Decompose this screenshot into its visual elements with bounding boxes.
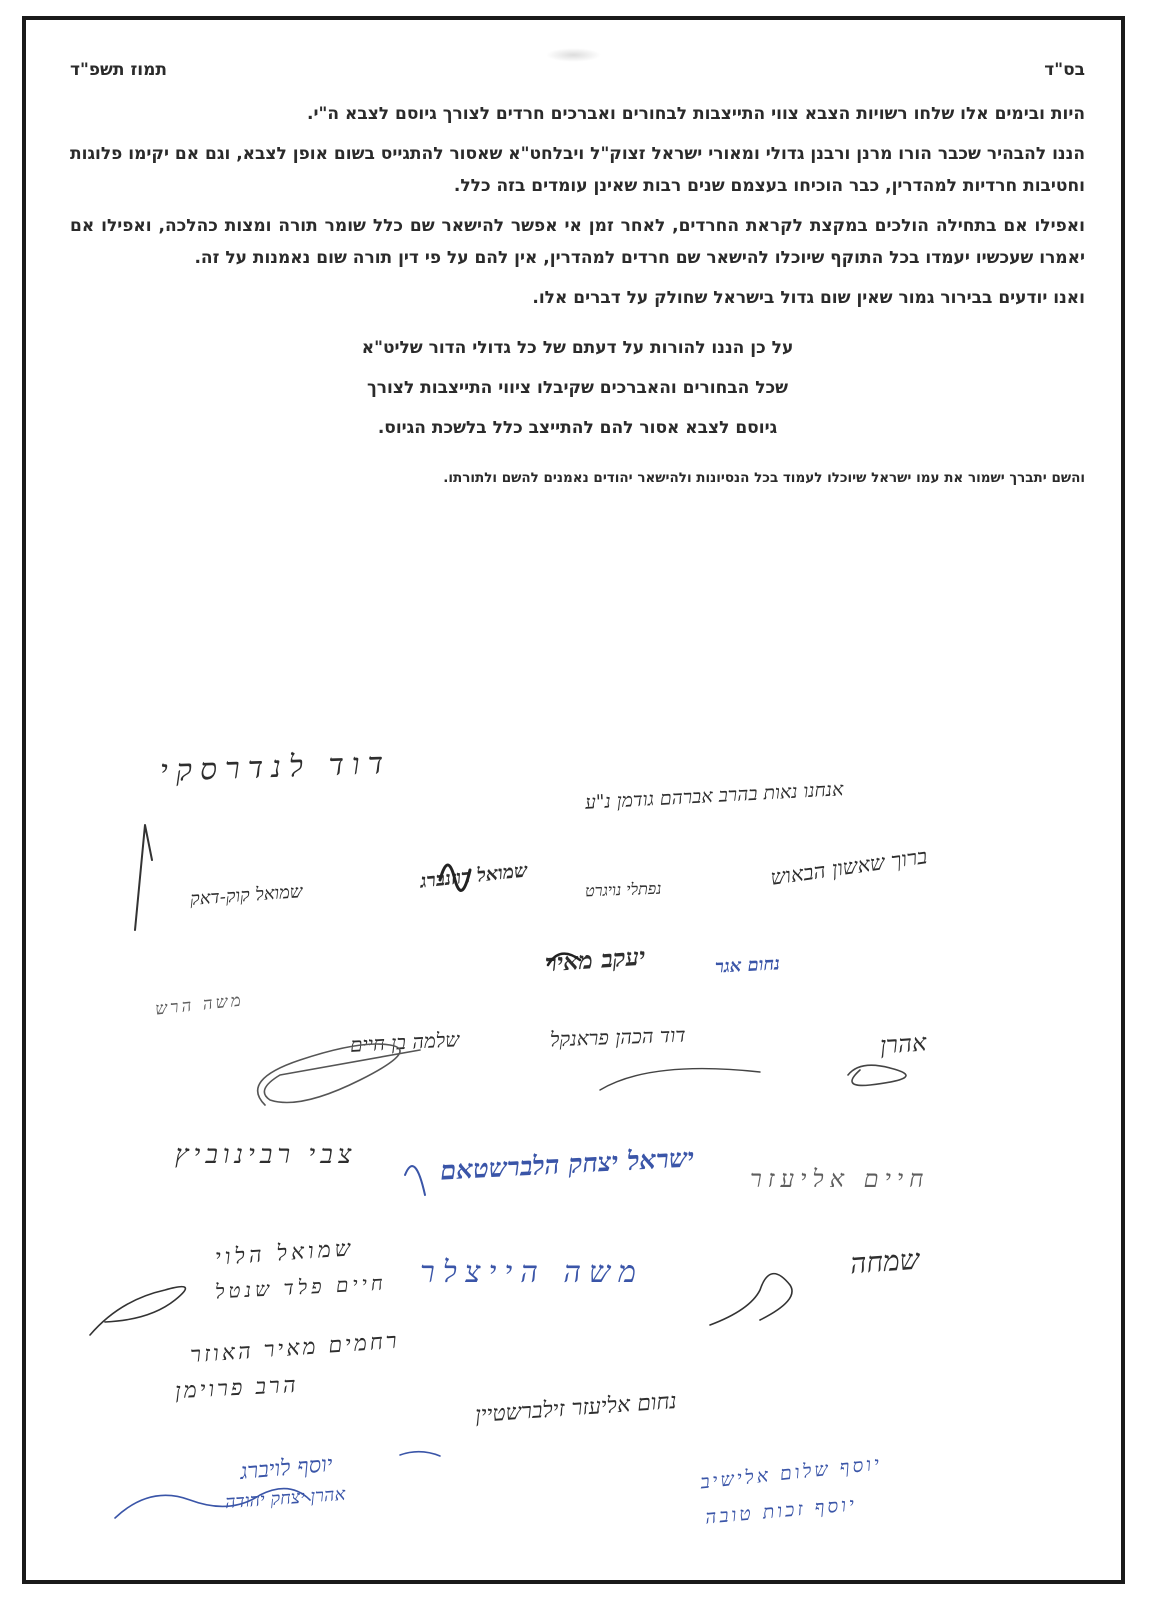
ruling-line-1: על כן הננו להורות על דעתם של כל גדולי הדור שליט"א bbox=[361, 338, 794, 358]
signature: נפתלי נויגרט bbox=[584, 878, 662, 901]
header-bsd: בס"ד bbox=[1044, 60, 1085, 80]
signature: שמחה bbox=[848, 1242, 921, 1281]
signature: משה הרש bbox=[154, 990, 245, 1020]
signature: הרב פרוימן bbox=[174, 1372, 300, 1405]
signature: שמואל הלוי bbox=[214, 1236, 356, 1271]
signature: ברוך שאשון הבאוש bbox=[769, 844, 929, 890]
signature: נחום אגר bbox=[714, 953, 781, 978]
signature: שמואל קוק-דאק bbox=[189, 881, 304, 910]
signature: רחמים מאיר האוזר bbox=[189, 1328, 401, 1369]
signature: אנחנו נאות בהרב אברהם גודמן נ"ע bbox=[584, 778, 844, 814]
signature: דוד הכהן פראנקל bbox=[549, 1022, 687, 1052]
signature: דוד לנדרסקי bbox=[159, 745, 392, 790]
signature: ישראל יצחק הלברשטאם bbox=[439, 1143, 695, 1187]
signature: צבי רבינוביץ bbox=[175, 1140, 357, 1170]
closing-blessing: והשם יתברך ישמור את עמו ישראל שיוכלו לעמוד בכל הנסיונות ולהישאר יהודים נאמנים להשם ולתורתו. bbox=[443, 470, 1085, 486]
header-date: תמוז תשפ"ד bbox=[70, 60, 168, 80]
signature: שמואל רוזנברג bbox=[419, 859, 529, 893]
signature: אהרן bbox=[879, 1028, 928, 1060]
ruling-line-2: שכל הבחורים והאברכים שקיבלו ציווי התייצבות לצורך bbox=[366, 378, 789, 398]
paragraph-4: ואנו יודעים בבירור גמור שאין שום גדול בישראל שחולק על דברים אלו. bbox=[532, 288, 1085, 308]
signature: משה הייצלר bbox=[420, 1255, 644, 1290]
ruling-line-3: גיוסם לצבא אסור להם להתייצב כלל בלשכת הגיוס. bbox=[377, 418, 778, 438]
signature: יעקב מאיר bbox=[544, 941, 647, 978]
signature: שלמה בן חיים bbox=[349, 1027, 460, 1057]
signature: חיים אליעזר bbox=[750, 1165, 930, 1193]
signature: יוסף שלום אלישיב bbox=[699, 1452, 884, 1494]
signature: יוסף זכות טובה bbox=[704, 1493, 858, 1529]
signature: יוסף לויברג bbox=[239, 1452, 334, 1485]
signature: אהרן יצחק יהודה bbox=[224, 1483, 346, 1514]
signature: חיים פלד שנטל bbox=[214, 1270, 388, 1304]
paragraph-1: היות ובימים אלו שלחו רשויות הצבא צווי התייצבות לבחורים ואברכים חרדים לצורך גיוסם לצבא ה"י. bbox=[307, 104, 1085, 124]
paragraph-3: ואפילו אם בתחילה הולכים במקצת לקראת החרדים, לאחר זמן אי אפשר להישאר שם כלל שומר תורה ומצות כהלכה, ואפילו אם יאמרו שעכשיו יעמדו בכל התוקף שיוכלו להישאר שם חרדים למהדרין, אין להם על פי דין תורה שום נאמנות על זה. bbox=[70, 216, 1085, 268]
paragraph-2: הננו להבהיר שכבר הורו מרנן ורבנן גדולי ומאורי ישראל זצוק"ל ויבלחט"א שאסור להתגייס בשום אופן לצבא, וגם אם יקימו פלוגות וחטיבות חרדיות למהדרין, כבר הוכיחו בעצמם שנים רבות שאינן עומדים בזה כלל. bbox=[70, 144, 1085, 196]
signature: נחום אליעזר זילברשטיין bbox=[474, 1388, 678, 1429]
